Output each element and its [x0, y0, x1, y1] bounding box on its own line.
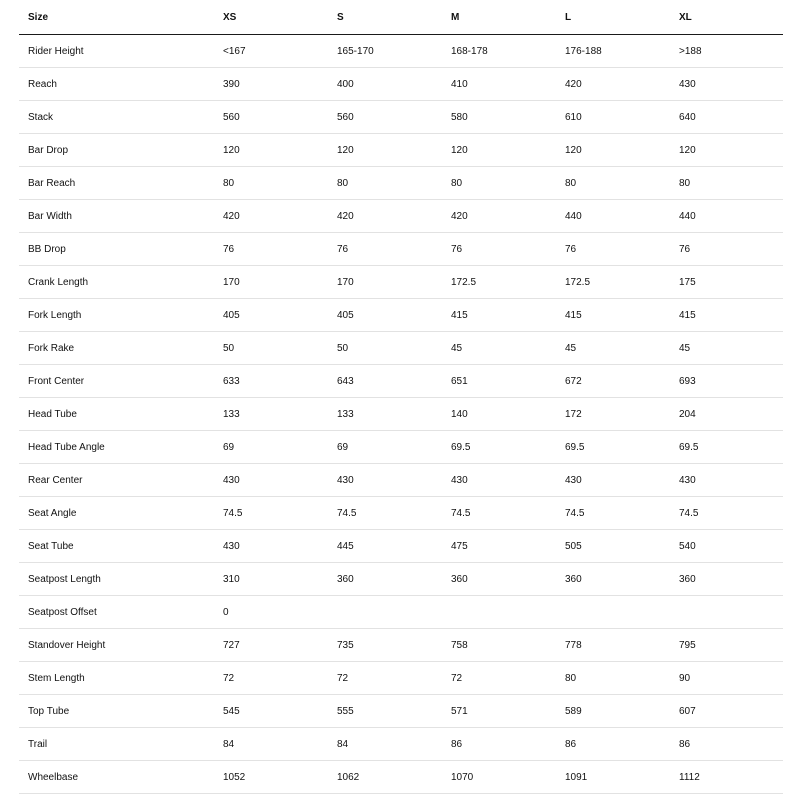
table-cell: 430: [214, 464, 328, 497]
table-cell: 86: [556, 728, 670, 761]
table-cell: 168-178: [442, 35, 556, 68]
column-header-s: S: [328, 0, 442, 35]
table-cell: 607: [670, 695, 783, 728]
row-label: Reach: [19, 68, 214, 101]
column-header-size: Size: [19, 0, 214, 35]
table-cell: 1062: [328, 761, 442, 794]
table-cell: 76: [442, 233, 556, 266]
geometry-table: [19, 0, 783, 794]
table-cell: 415: [670, 299, 783, 332]
row-label: BB Drop: [19, 233, 214, 266]
column-header-m: M: [442, 0, 556, 35]
table-cell: 1070: [442, 761, 556, 794]
table-cell: 50: [214, 332, 328, 365]
table-cell: 80: [556, 662, 670, 695]
table-cell: 74.5: [556, 497, 670, 530]
table-row: [19, 200, 783, 233]
table-cell: 76: [670, 233, 783, 266]
row-label: Standover Height: [19, 629, 214, 662]
table-cell: [442, 596, 556, 629]
table-cell: 430: [556, 464, 670, 497]
table-row: [19, 365, 783, 398]
column-header-xs: XS: [214, 0, 328, 35]
header-row: [19, 0, 783, 35]
table-cell: 410: [442, 68, 556, 101]
table-cell: 633: [214, 365, 328, 398]
table-cell: 643: [328, 365, 442, 398]
table-cell: 672: [556, 365, 670, 398]
table-cell: 80: [328, 167, 442, 200]
row-label: Seatpost Offset: [19, 596, 214, 629]
table-cell: 165-170: [328, 35, 442, 68]
table-cell: 120: [556, 134, 670, 167]
table-cell: 0: [214, 596, 328, 629]
table-cell: >188: [670, 35, 783, 68]
table-cell: 735: [328, 629, 442, 662]
row-label: Bar Drop: [19, 134, 214, 167]
table-row: [19, 464, 783, 497]
table-cell: 545: [214, 695, 328, 728]
table-cell: 360: [670, 563, 783, 596]
table-row: [19, 662, 783, 695]
table-row: [19, 299, 783, 332]
table-row: [19, 167, 783, 200]
table-cell: 430: [214, 530, 328, 563]
table-cell: 560: [214, 101, 328, 134]
table-cell: 445: [328, 530, 442, 563]
table-cell: 133: [328, 398, 442, 431]
table-cell: [670, 596, 783, 629]
table-cell: 80: [670, 167, 783, 200]
table-row: [19, 68, 783, 101]
table-row: [19, 530, 783, 563]
row-label: Seat Angle: [19, 497, 214, 530]
table-cell: 360: [328, 563, 442, 596]
table-cell: 420: [556, 68, 670, 101]
table-cell: 360: [442, 563, 556, 596]
table-cell: 45: [556, 332, 670, 365]
table-cell: 440: [556, 200, 670, 233]
table-cell: 727: [214, 629, 328, 662]
table-cell: 540: [670, 530, 783, 563]
table-cell: 204: [670, 398, 783, 431]
table-row: [19, 101, 783, 134]
table-cell: 505: [556, 530, 670, 563]
table-cell: 172.5: [556, 266, 670, 299]
table-cell: 140: [442, 398, 556, 431]
row-label: Wheelbase: [19, 761, 214, 794]
table-cell: 69.5: [670, 431, 783, 464]
table-body: [19, 35, 783, 794]
table-row: [19, 728, 783, 761]
table-cell: 76: [556, 233, 670, 266]
table-cell: 80: [442, 167, 556, 200]
table-cell: 420: [328, 200, 442, 233]
table-row: [19, 431, 783, 464]
table-cell: 176-188: [556, 35, 670, 68]
table-cell: 69: [214, 431, 328, 464]
table-cell: 69.5: [442, 431, 556, 464]
table-cell: 172: [556, 398, 670, 431]
table-cell: 430: [670, 464, 783, 497]
table-cell: 555: [328, 695, 442, 728]
table-cell: 430: [670, 68, 783, 101]
table-cell: 84: [328, 728, 442, 761]
table-cell: 1052: [214, 761, 328, 794]
table-cell: 172.5: [442, 266, 556, 299]
column-header-xl: XL: [670, 0, 783, 35]
table-cell: 310: [214, 563, 328, 596]
table-row: [19, 35, 783, 68]
row-label: Fork Length: [19, 299, 214, 332]
table-cell: 74.5: [214, 497, 328, 530]
table-cell: 390: [214, 68, 328, 101]
table-cell: 440: [670, 200, 783, 233]
row-label: Crank Length: [19, 266, 214, 299]
table-cell: 640: [670, 101, 783, 134]
table-row: [19, 266, 783, 299]
table-cell: 610: [556, 101, 670, 134]
table-cell: 589: [556, 695, 670, 728]
table-cell: 415: [556, 299, 670, 332]
table-row: [19, 629, 783, 662]
table-cell: 571: [442, 695, 556, 728]
table-cell: 420: [214, 200, 328, 233]
table-cell: <167: [214, 35, 328, 68]
row-label: Stack: [19, 101, 214, 134]
table-cell: 76: [328, 233, 442, 266]
table-cell: 170: [328, 266, 442, 299]
row-label: Front Center: [19, 365, 214, 398]
table-cell: 72: [442, 662, 556, 695]
table-row: [19, 695, 783, 728]
table-cell: 430: [328, 464, 442, 497]
table-row: [19, 563, 783, 596]
table-cell: 86: [442, 728, 556, 761]
row-label: Rear Center: [19, 464, 214, 497]
table-row: [19, 596, 783, 629]
table-cell: 405: [214, 299, 328, 332]
table-cell: 175: [670, 266, 783, 299]
table-header: [19, 0, 783, 35]
table-cell: 360: [556, 563, 670, 596]
row-label: Head Tube: [19, 398, 214, 431]
table-cell: 74.5: [328, 497, 442, 530]
table-cell: 80: [214, 167, 328, 200]
table-row: [19, 761, 783, 794]
table-cell: 778: [556, 629, 670, 662]
table-cell: 76: [214, 233, 328, 266]
table-cell: 120: [670, 134, 783, 167]
table-cell: 405: [328, 299, 442, 332]
column-header-l: L: [556, 0, 670, 35]
table-row: [19, 134, 783, 167]
table-cell: [556, 596, 670, 629]
table-cell: 69.5: [556, 431, 670, 464]
table-cell: 420: [442, 200, 556, 233]
table-row: [19, 497, 783, 530]
table-cell: 560: [328, 101, 442, 134]
row-label: Seatpost Length: [19, 563, 214, 596]
table-cell: 84: [214, 728, 328, 761]
table-cell: [328, 596, 442, 629]
row-label: Rider Height: [19, 35, 214, 68]
table-row: [19, 398, 783, 431]
table-cell: 580: [442, 101, 556, 134]
table-row: [19, 332, 783, 365]
table-cell: 170: [214, 266, 328, 299]
table-cell: 45: [670, 332, 783, 365]
table-cell: 1091: [556, 761, 670, 794]
table-cell: 80: [556, 167, 670, 200]
table-cell: 45: [442, 332, 556, 365]
table-cell: 475: [442, 530, 556, 563]
row-label: Head Tube Angle: [19, 431, 214, 464]
table-cell: 400: [328, 68, 442, 101]
row-label: Top Tube: [19, 695, 214, 728]
table-cell: 430: [442, 464, 556, 497]
row-label: Bar Width: [19, 200, 214, 233]
row-label: Bar Reach: [19, 167, 214, 200]
table-cell: 415: [442, 299, 556, 332]
table-cell: 50: [328, 332, 442, 365]
table-row: [19, 233, 783, 266]
row-label: Trail: [19, 728, 214, 761]
row-label: Stem Length: [19, 662, 214, 695]
table-cell: 120: [214, 134, 328, 167]
table-cell: 69: [328, 431, 442, 464]
row-label: Seat Tube: [19, 530, 214, 563]
row-label: Fork Rake: [19, 332, 214, 365]
table-cell: 795: [670, 629, 783, 662]
table-cell: 133: [214, 398, 328, 431]
table-cell: 693: [670, 365, 783, 398]
table-cell: 74.5: [442, 497, 556, 530]
table-cell: 1112: [670, 761, 783, 794]
table-cell: 758: [442, 629, 556, 662]
table-cell: 74.5: [670, 497, 783, 530]
table-cell: 120: [328, 134, 442, 167]
table-cell: 72: [214, 662, 328, 695]
table-cell: 86: [670, 728, 783, 761]
table-cell: 651: [442, 365, 556, 398]
table-cell: 120: [442, 134, 556, 167]
table-cell: 90: [670, 662, 783, 695]
table-cell: 72: [328, 662, 442, 695]
